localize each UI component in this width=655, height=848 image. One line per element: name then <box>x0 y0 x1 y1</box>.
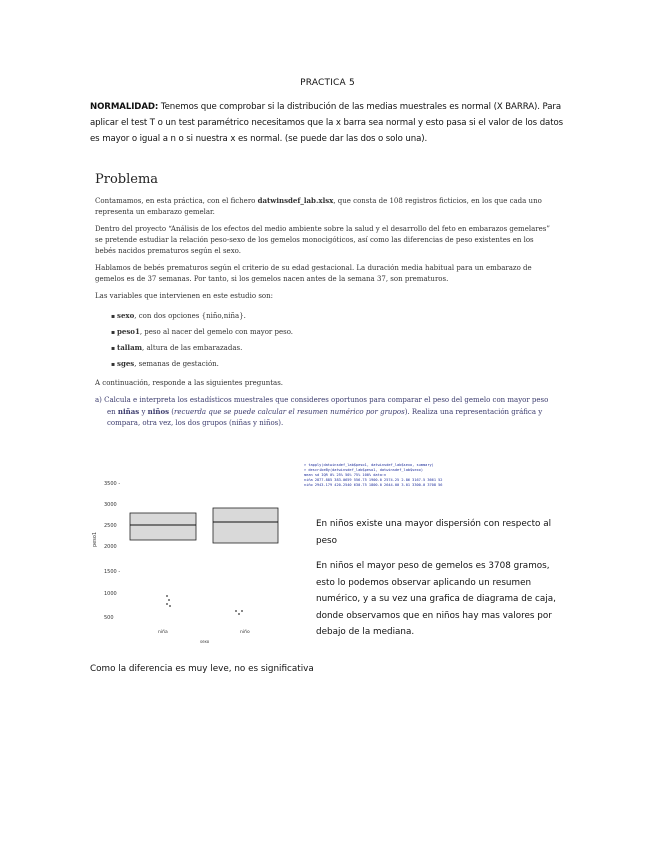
console-line: > describeBy(datwinsdef_lab$peso1, datwinsdef_lab$sexo) <box>304 468 423 473</box>
list-item <box>117 356 555 372</box>
intro-label: NORMALIDAD: <box>90 102 159 112</box>
y-tick-label: 2000 <box>104 544 117 550</box>
outlier-point <box>166 595 168 597</box>
outlier-point <box>241 610 243 612</box>
problem-p5: A continuación, responde a las siguientes preguntas. <box>95 379 284 387</box>
variable-desc: , peso al nacer del gemelo con mayor peso. <box>139 328 294 336</box>
page-title: PRACTICA 5 <box>300 78 355 88</box>
conclusion-text: Como la diferencia es muy leve, no es significativa <box>90 664 314 674</box>
problem-p2: Dentro del proyecto “Análisis de los efectos del medio ambiente sobre la salud y el desarrollo del feto en embarazos gemelares” se pretende estudiar la relación peso-sexo de los gemelos monocigóticos, así como las diferencias de peso existentes en los bebés nacidos prematuros según el sexo. <box>95 225 550 255</box>
list-item <box>117 324 555 340</box>
boxplot-chart <box>90 463 288 643</box>
console-line: niña 2877.885 383.0659 556.75 1900.0 2574.25 2.86 3167.5 3661 52 <box>304 478 443 483</box>
intro-paragraph <box>90 99 570 147</box>
p1-text-b: , que consta de 108 registros ficticios, en los que cada uno representa un embarazo gemelar. <box>95 197 542 216</box>
question-text: y <box>139 408 148 416</box>
intro-text: Tenemos que comprobar si la distribución de las medias muestrales es normal (X BARRA). Para aplicar el test T o un test paramétrico necesitamos que la x barra sea normal y esto pasa si el valor de los datos es mayor o igual a n o si nuestra x es normal. (se puede dar las dos o solo una). <box>90 102 564 144</box>
p1-filename: datwinsdef_lab.xlsx <box>257 196 334 205</box>
x-tick-label: niña <box>158 630 168 635</box>
variable-desc: , con dos opciones {niño,niña}. <box>134 312 246 320</box>
question-a <box>95 395 555 429</box>
question-italic: recuerda que se puede calcular el resumen numérico por grupos <box>174 408 405 416</box>
outlier-point <box>169 605 171 607</box>
problem-heading: Problema <box>95 172 159 187</box>
problem-p4: Las variables que intervienen en este estudio son: <box>95 292 274 300</box>
problem-excerpt <box>95 172 555 435</box>
y-tick-label: 1500 - <box>104 569 121 575</box>
result-1: En niños existe una mayor dispersión con respecto al peso <box>316 519 552 546</box>
outlier-point <box>235 610 237 612</box>
result-2: En niños el mayor peso de gemelos es 3708 gramos, esto lo podemos observar aplicando un resumen numérico, y a su vez una grafica de diagrama de caja, donde observamos que en niños hay mas valores por debajo de la mediana. <box>316 561 556 637</box>
outlier-point <box>166 603 168 605</box>
outlier-point <box>238 613 240 615</box>
variable-desc: , altura de las embarazadas. <box>142 344 243 352</box>
question-text: Calcula e interpreta los estadísticos muestrales que consideres oportunos para comparar el peso del gemelo con mayor peso en <box>104 396 549 416</box>
problem-p3: Hablamos de bebés prematuros según el criterio de su edad gestacional. La duración media habitual para un embarazo de gemelos es de 37 semanas. Por tanto, si los gemelos nacen antes de la semana 37, son prematuros. <box>95 264 532 283</box>
console-line: niño 2943.179 420.2540 630.75 1800.0 2644.00 3.01 3300.0 3708 56 <box>304 483 443 488</box>
y-tick-label: 2500 <box>104 523 117 529</box>
box-nina <box>130 513 196 540</box>
x-tick-label: niño <box>240 630 250 635</box>
question-text: ( <box>169 408 175 416</box>
question-bold-ninos: niños <box>147 407 170 416</box>
p1-text-a: Contamamos, en esta práctica, con el fichero <box>95 197 258 205</box>
y-tick-label: 500 <box>104 615 114 621</box>
question-bold-ninas: niñas <box>117 407 140 416</box>
list-item <box>117 308 555 324</box>
x-axis-label: sexo <box>200 639 210 643</box>
list-item <box>117 340 555 356</box>
question-label: a) <box>95 396 102 404</box>
outlier-point <box>168 599 170 601</box>
variable-name: sexo <box>117 311 135 320</box>
variable-desc: , semanas de gestación. <box>134 360 219 368</box>
results-text <box>316 516 566 650</box>
console-line: mean sd IQR 0% 25% 50% 75% 100% data:n <box>304 473 387 478</box>
variables-list <box>95 308 555 372</box>
variable-name: tallam <box>117 343 143 352</box>
question-text: ). Realiza una representación gráfica y compara, otra vez, los dos grupos (niñas y niños). <box>107 408 543 427</box>
problem-p1 <box>95 195 555 218</box>
variable-name: sges <box>117 359 135 368</box>
y-tick-label: 3500 - <box>104 481 121 487</box>
variable-name: peso1 <box>117 327 140 336</box>
r-console-output <box>304 463 564 503</box>
y-tick-label: 1000 <box>104 591 117 597</box>
box-nino <box>213 508 278 543</box>
y-axis-label: peso1 <box>92 531 98 547</box>
y-tick-label: 3000 <box>104 502 117 508</box>
console-line: > tapply(datwinsdef_lab$peso1, datwinsdef_lab$sexo, summary) <box>304 463 434 467</box>
